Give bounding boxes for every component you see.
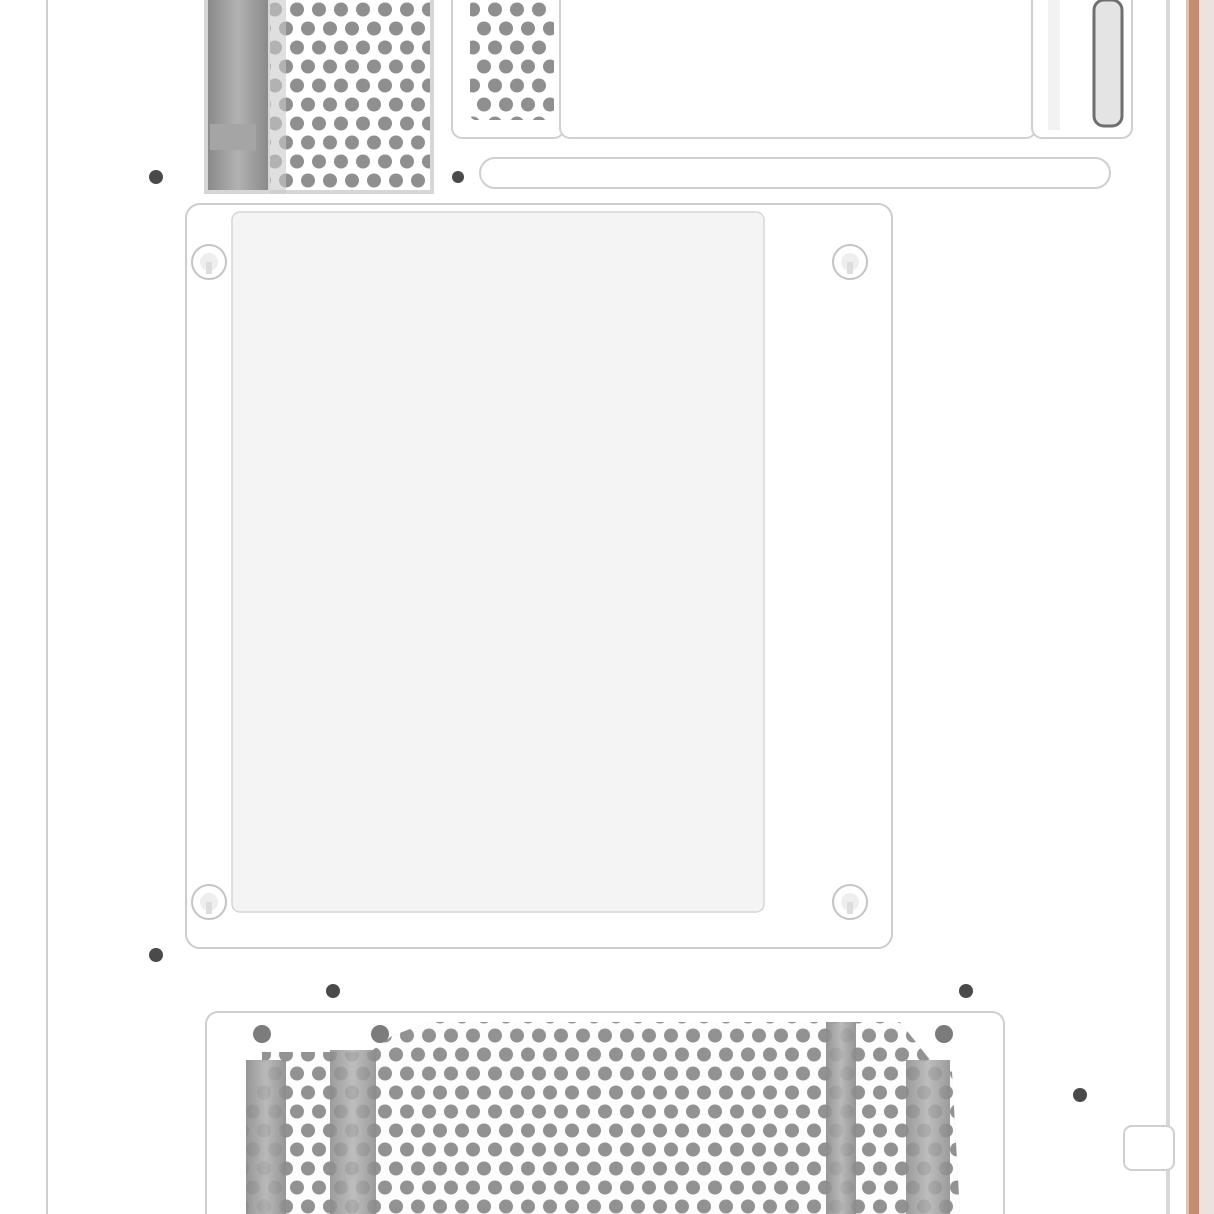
top-io-vent — [452, 0, 1132, 138]
case-right-edge — [1166, 0, 1214, 1214]
psu-vent — [206, 1012, 1004, 1214]
side-notch — [1124, 1126, 1174, 1170]
top-left-vent — [204, 0, 434, 194]
top-bar-slot — [480, 158, 1110, 188]
expansion-slot-bracket — [186, 204, 892, 948]
